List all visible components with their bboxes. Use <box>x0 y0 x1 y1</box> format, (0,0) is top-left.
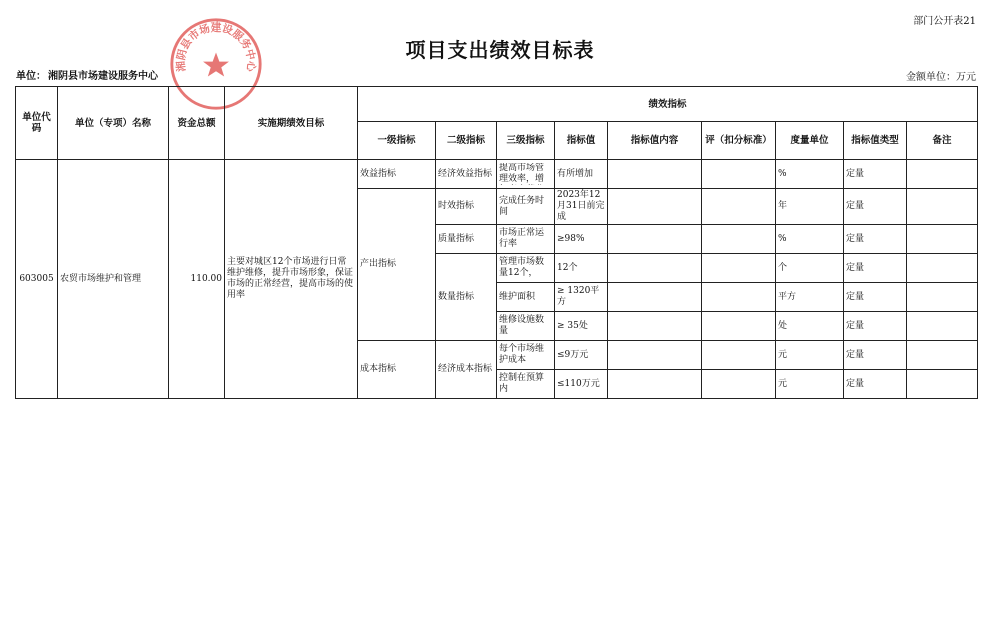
header-value-type: 指标值类型 <box>844 122 907 160</box>
header-total-funds: 资金总额 <box>169 87 225 160</box>
header-level1: 一级指标 <box>358 122 436 160</box>
project-goal: 主要对城区12个市场进行日常维护维修，提升市场形象，保证市场的正常经营，提高市场的使用率 <box>225 160 358 399</box>
value-content-cell <box>608 254 702 283</box>
level3-text: 提高市场管理效率，增 <box>499 163 545 184</box>
page-title: 项目支出绩效目标表 <box>405 38 595 62</box>
level3-cell: 控制在预算内 <box>497 370 555 399</box>
remark-cell <box>907 312 978 341</box>
value-content-cell <box>608 160 702 189</box>
level3-cell: 维护面积 <box>497 283 555 312</box>
measure-unit-cell: % <box>776 160 844 189</box>
level3-cell: 每个市场维护成本 <box>497 341 555 370</box>
target-value-cell: ≥98% <box>555 225 608 254</box>
sheet-number: 部门公开表21 <box>913 16 976 27</box>
value-content-cell <box>608 370 702 399</box>
scoring-cell <box>702 160 776 189</box>
measure-unit-cell: % <box>776 225 844 254</box>
table-row <box>16 160 978 189</box>
header-unit-name: 单位（专项）名称 <box>58 87 169 160</box>
seal-star-icon <box>203 52 229 76</box>
level3-cell: 管理市场数量12个， <box>497 254 555 283</box>
scoring-cell <box>702 225 776 254</box>
header-value-content: 指标值内容 <box>608 122 702 160</box>
value-type-cell: 定量 <box>844 312 907 341</box>
performance-target-table <box>15 86 978 399</box>
measure-unit-cell: 处 <box>776 312 844 341</box>
remark-cell <box>907 160 978 189</box>
measure-unit-cell: 元 <box>776 341 844 370</box>
header-target-value: 指标值 <box>555 122 608 160</box>
scoring-cell <box>702 254 776 283</box>
scoring-cell <box>702 283 776 312</box>
value-content-cell <box>608 225 702 254</box>
value-content-cell <box>608 341 702 370</box>
header-measure-unit: 度量单位 <box>776 122 844 160</box>
value-content-cell <box>608 189 702 225</box>
value-type-cell: 定量 <box>844 189 907 225</box>
scoring-cell <box>702 189 776 225</box>
header-scoring: 评（扣分标准） <box>702 122 776 160</box>
value-content-cell <box>608 312 702 341</box>
level1-output: 产出指标 <box>358 189 436 341</box>
project-code: 603005 <box>16 160 58 399</box>
scoring-cell <box>702 312 776 341</box>
header-level3: 三级指标 <box>497 122 555 160</box>
header-period-goal: 实施期绩效目标 <box>225 87 358 160</box>
remark-cell <box>907 254 978 283</box>
project-funds: 110.00 <box>169 160 225 399</box>
level3-cell: 市场正常运行率 <box>497 225 555 254</box>
target-value-cell: ≥ 35处 <box>555 312 608 341</box>
target-value-cell: 12个 <box>555 254 608 283</box>
value-type-cell: 定量 <box>844 225 907 254</box>
value-content-cell <box>608 283 702 312</box>
unit-label: 单位： <box>16 71 46 82</box>
level3-cell: 完成任务时间 <box>497 189 555 225</box>
scoring-cell <box>702 341 776 370</box>
level3-cell: 维修设施数量 <box>497 312 555 341</box>
value-type-cell: 定量 <box>844 254 907 283</box>
target-value-cell: 2023年12月31日前完成 <box>555 189 608 225</box>
remark-cell <box>907 370 978 399</box>
project-name: 农贸市场维护和管理 <box>58 160 169 399</box>
unit-name: 湘阴县市场建设服务中心 <box>48 71 158 82</box>
level1-cost: 成本指标 <box>358 341 436 399</box>
level2-quantity: 数量指标 <box>436 254 497 341</box>
scoring-cell <box>702 370 776 399</box>
unit-line <box>16 67 158 82</box>
value-type-cell: 定量 <box>844 370 907 399</box>
remark-cell <box>907 225 978 254</box>
amount-unit: 金额单位：万元 <box>906 72 976 83</box>
level2-timeliness: 时效指标 <box>436 189 497 225</box>
measure-unit-cell: 平方 <box>776 283 844 312</box>
remark-cell <box>907 283 978 312</box>
target-value-cell: ≤9万元 <box>555 341 608 370</box>
level3-cell <box>497 160 555 189</box>
measure-unit-cell: 元 <box>776 370 844 399</box>
remark-cell <box>907 341 978 370</box>
target-value-cell: ≥ 1320平方 <box>555 283 608 312</box>
value-type-cell: 定量 <box>844 160 907 189</box>
value-type-cell: 定量 <box>844 283 907 312</box>
header-indicators: 绩效指标 <box>358 87 978 122</box>
target-value-cell: 有所增加 <box>555 160 608 189</box>
level1-benefit: 效益指标 <box>358 160 436 189</box>
target-value-cell: ≤110万元 <box>555 370 608 399</box>
header-level2: 二级指标 <box>436 122 497 160</box>
measure-unit-cell: 个 <box>776 254 844 283</box>
level2-economic-cost: 经济成本指标 <box>436 341 497 399</box>
value-type-cell: 定量 <box>844 341 907 370</box>
header-unit-code: 单位代码 <box>16 87 58 160</box>
measure-unit-cell: 年 <box>776 189 844 225</box>
svg-text:湘阴县市场建设服务中心: 湘阴县市场建设服务中心 <box>174 22 258 73</box>
remark-cell <box>907 189 978 225</box>
header-remark: 备注 <box>907 122 978 160</box>
level2-quality: 质量指标 <box>436 225 497 254</box>
level2-economic-benefit: 经济效益指标 <box>436 160 497 189</box>
